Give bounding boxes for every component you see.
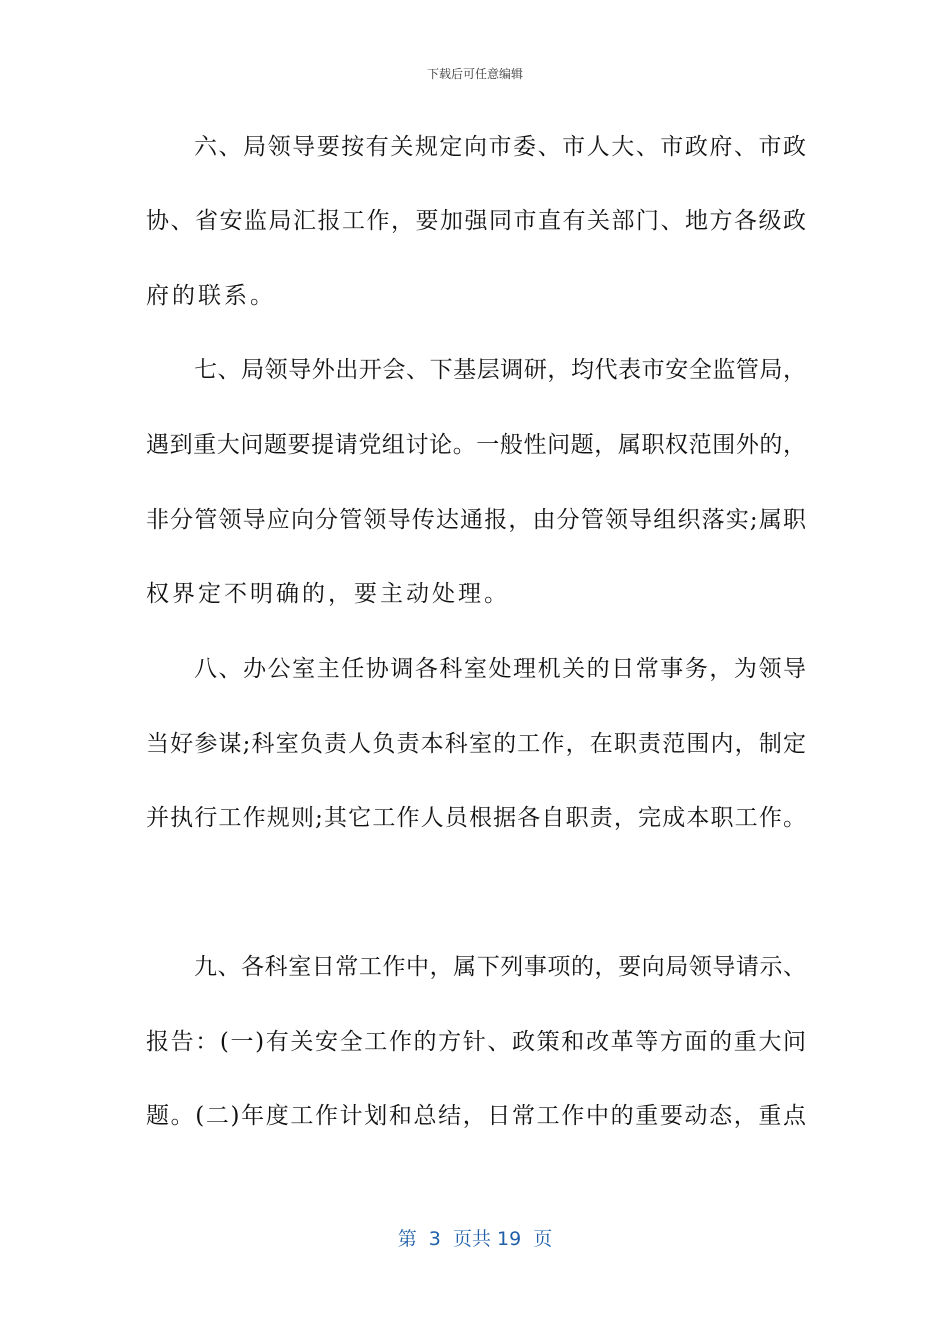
- paragraph-9-line-1: 九、各科室日常工作中，属下列事项的，要向局领导请示、: [194, 954, 806, 980]
- paragraph-6-line-2: 协、省安监局汇报工作，要加强同市直有关部门、地方各级政: [146, 208, 806, 234]
- page-number-footer: 第 3 页共 19 页: [397, 1228, 553, 1250]
- paragraph-7-line-1: 七、局领导外出开会、下基层调研，均代表市安全监管局，: [194, 357, 806, 383]
- paragraph-7-line-3: 非分管领导应向分管领导传达通报，由分管领导组织落实;属职: [146, 507, 806, 533]
- paragraph-6-line-1: 六、局领导要按有关规定向市委、市人大、市政府、市政: [194, 134, 806, 160]
- paragraph-8-line-1: 八、办公室主任协调各科室处理机关的日常事务，为领导: [194, 656, 806, 682]
- paragraph-9-line-3: 题。(二)年度工作计划和总结，日常工作中的重要动态，重点: [146, 1103, 806, 1129]
- paragraph-9-line-2: 报告：(一)有关安全工作的方针、政策和改革等方面的重大问: [146, 1029, 806, 1055]
- paragraph-6-line-3: 府的联系。: [146, 283, 276, 309]
- paragraph-7-line-4: 权界定不明确的，要主动处理。: [146, 581, 510, 607]
- page-header: 下载后可任意编辑: [426, 67, 523, 81]
- paragraph-8-line-2: 当好参谋;科室负责人负责本科室的工作，在职责范围内，制定: [146, 731, 806, 757]
- paragraph-8-line-3: 并执行工作规则;其它工作人员根据各自职责，完成本职工作。: [146, 805, 806, 831]
- paragraph-7-line-2: 遇到重大问题要提请党组讨论。一般性问题，属职权范围外的，: [146, 432, 806, 458]
